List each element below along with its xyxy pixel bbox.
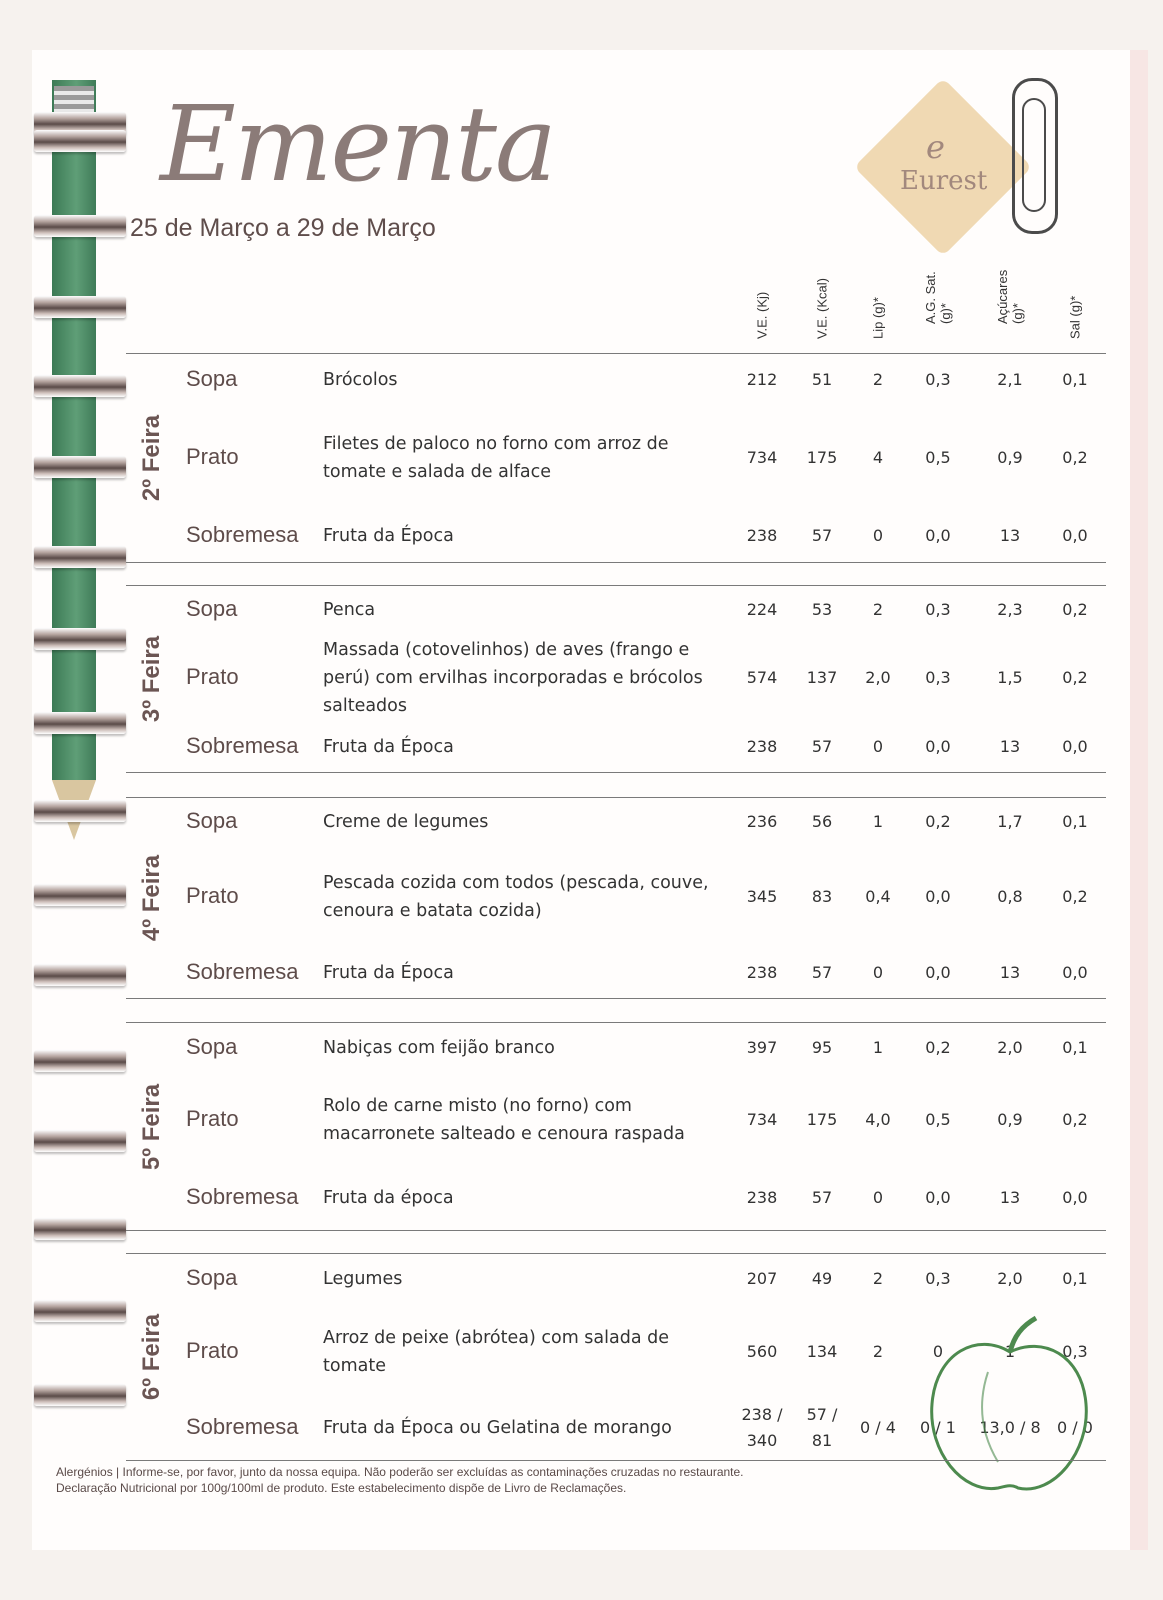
nutrition-value: 2 — [872, 600, 884, 619]
nutrition-value: 2 — [872, 1269, 884, 1288]
nutrition-value: 0 — [872, 737, 884, 756]
dish-name: Nabiças com feijão branco — [323, 1038, 555, 1058]
apple-icon — [918, 1312, 1098, 1502]
nutrition-value: 57 — [811, 737, 833, 756]
nutrition-value: 0,8 — [997, 887, 1023, 906]
nutrition-value: 0,0 — [925, 737, 951, 756]
binding-ring — [34, 1050, 126, 1072]
course-type: Sopa — [186, 366, 238, 391]
nutrition-value: 0,2 — [1062, 668, 1088, 687]
course-type: Prato — [186, 1106, 239, 1131]
nutrition-value: 2,3 — [997, 600, 1023, 619]
dish-name: Fruta da Época ou Gelatina de morango — [323, 1418, 672, 1438]
nutrition-value: 238 — [746, 737, 778, 756]
nutrition-value: 2,1 — [997, 370, 1023, 389]
nutrition-value: 0,3 — [1062, 1342, 1088, 1361]
course-type: Sobremesa — [186, 959, 299, 984]
nutrition-value: 49 — [811, 1269, 833, 1288]
nutrition-value: 560 — [746, 1342, 778, 1361]
nutrition-value: 224 — [746, 600, 778, 619]
binding-ring — [34, 1300, 126, 1322]
nutrition-value: 0,0 — [925, 963, 951, 982]
nutrition-value: 0 / 1 — [920, 1418, 956, 1437]
nutrition-value: 2 — [872, 1342, 884, 1361]
divider — [126, 585, 1106, 586]
divider — [126, 1253, 1106, 1254]
dish-name: Brócolos — [323, 370, 398, 390]
paperclip-inner — [1022, 98, 1046, 212]
column-header-label: V.E. (Kj) — [754, 291, 770, 339]
column-header-label: Açúcares (g)* — [995, 269, 1025, 324]
course-type: Sobremesa — [186, 1414, 299, 1439]
nutrition-value: 1,7 — [997, 812, 1023, 831]
nutrition-value: 0 / 4 — [860, 1418, 896, 1437]
course-type: Prato — [186, 883, 239, 908]
nutrition-value: 0,5 — [925, 448, 951, 467]
nutrition-value: 13 — [999, 526, 1021, 545]
nutrition-value: 13 — [999, 963, 1021, 982]
nutrition-value: 0,3 — [925, 1269, 951, 1288]
footer-notes — [56, 1464, 744, 1496]
nutrition-value: 2 — [872, 370, 884, 389]
nutrition-value: 56 — [811, 812, 833, 831]
course-type: Sobremesa — [186, 1184, 299, 1209]
divider — [126, 1460, 1106, 1461]
nutrition-value: 397 — [746, 1038, 778, 1057]
divider — [126, 1230, 1106, 1231]
nutrition-value: 1,5 — [997, 668, 1023, 687]
nutrition-value: 0,2 — [1062, 600, 1088, 619]
day-name: 6º Feira — [138, 1313, 165, 1401]
nutrition-value: 238 — [746, 1188, 778, 1207]
dish-name: Fruta da época — [323, 1188, 454, 1208]
page-title: Ementa — [160, 83, 555, 205]
nutrition-value: 51 — [811, 370, 833, 389]
nutrition-value: 13 — [999, 737, 1021, 756]
nutrition-value: 2,0 — [997, 1038, 1023, 1057]
course-type: Sopa — [186, 596, 238, 621]
nutrition-value: 134 — [806, 1342, 838, 1361]
binding-ring — [34, 712, 126, 734]
course-type: Sopa — [186, 1265, 238, 1290]
column-header-label: Lip (g)* — [870, 297, 886, 339]
binding-ring — [34, 884, 126, 906]
dish-name: Fruta da Época — [323, 737, 454, 757]
course-type: Prato — [186, 1338, 239, 1363]
nutrition-value: 2,0 — [997, 1269, 1023, 1288]
footer-nutrition: Declaração Nutricional por 100g/100ml de produto. Este estabelecimento dispõe de Livro de Reclamações. — [56, 1481, 627, 1495]
day-block — [126, 798, 1106, 998]
column-header-label: Sal (g)* — [1067, 295, 1083, 339]
nutrition-value: 0,5 — [925, 1110, 951, 1129]
nutrition-value: 13 — [999, 1188, 1021, 1207]
divider — [126, 562, 1106, 563]
nutrition-value: 53 — [811, 600, 833, 619]
nutrition-value: 0,0 — [1062, 1188, 1088, 1207]
nutrition-value: 238 / 340 — [741, 1405, 783, 1450]
nutrition-value: 0 — [932, 1342, 944, 1361]
binding-ring — [34, 628, 126, 650]
column-header — [898, 236, 978, 354]
nutrition-value: 4 — [872, 448, 884, 467]
course-type: Prato — [186, 664, 239, 689]
nutrition-value: 57 — [811, 963, 833, 982]
nutrition-value: 574 — [746, 668, 778, 687]
course-type: Sobremesa — [186, 522, 299, 547]
nutrition-value: 0,2 — [925, 812, 951, 831]
nutrition-value: 0,2 — [1062, 1110, 1088, 1129]
nutrition-value: 0,9 — [997, 448, 1023, 467]
column-header-label: A.G. Sat. (g)* — [923, 271, 953, 324]
divider — [126, 1022, 1106, 1023]
binding-ring — [34, 456, 126, 478]
nutrition-value: 0,0 — [1062, 963, 1088, 982]
nutrition-value: 175 — [806, 448, 838, 467]
binding-ring — [34, 964, 126, 986]
logo-mark: e — [926, 128, 945, 166]
nutrition-value: 57 — [811, 1188, 833, 1207]
nutrition-value: 0,0 — [1062, 526, 1088, 545]
nutrition-value: 0,1 — [1062, 1038, 1088, 1057]
column-header — [1035, 236, 1115, 354]
nutrition-value: 734 — [746, 448, 778, 467]
nutrition-value: 212 — [746, 370, 778, 389]
dish-name: Arroz de peixe (abrótea) com salada de tomate — [323, 1328, 670, 1376]
binding-ring — [34, 800, 126, 822]
nutrition-value: 95 — [811, 1038, 833, 1057]
nutrition-value: 0 — [872, 963, 884, 982]
nutrition-value: 137 — [806, 668, 838, 687]
day-name: 4º Feira — [138, 854, 165, 942]
nutrition-value: 345 — [746, 887, 778, 906]
nutrition-value: 175 — [806, 1110, 838, 1129]
dish-name: Fruta da Época — [323, 526, 454, 546]
nutrition-value: 0,1 — [1062, 812, 1088, 831]
day-label — [126, 1024, 178, 1230]
nutrition-value: 734 — [746, 1110, 778, 1129]
binding-ring — [34, 1130, 126, 1152]
binding-ring — [34, 375, 126, 397]
dish-name: Filetes de paloco no forno com arroz de tomate e salada de alface — [323, 434, 669, 482]
nutrition-value: 0,0 — [925, 526, 951, 545]
date-range: 25 de Março a 29 de Março — [130, 214, 436, 242]
nutrition-value: 207 — [746, 1269, 778, 1288]
nutrition-value: 83 — [811, 887, 833, 906]
footer-allergens: Alergénios | Informe-se, por favor, junto da nossa equipa. Não poderão ser excluídas as contaminações cruzadas no restaurante. — [56, 1465, 744, 1479]
day-name: 2º Feira — [138, 414, 165, 502]
course-type: Prato — [186, 444, 239, 469]
dish-name: Creme de legumes — [323, 812, 489, 832]
day-label — [126, 586, 178, 772]
divider — [126, 353, 1106, 354]
dish-name: Rolo de carne misto (no forno) com macarronete salteado e cenoura raspada — [323, 1096, 685, 1144]
nutrition-value: 1 — [1004, 1342, 1016, 1361]
nutrition-value: 0 / 0 — [1057, 1418, 1093, 1437]
course-type: Sobremesa — [186, 733, 299, 758]
dish-name: Pescada cozida com todos (pescada, couve, cenoura e batata cozida) — [323, 873, 709, 921]
nutrition-value: 0,2 — [1062, 448, 1088, 467]
nutrition-value: 0,0 — [925, 1188, 951, 1207]
nutrition-value: 57 — [811, 526, 833, 545]
day-label — [126, 798, 178, 998]
nutrition-value: 1 — [872, 812, 884, 831]
divider — [126, 797, 1106, 798]
nutrition-value: 0,4 — [865, 887, 891, 906]
nutrition-value: 0,1 — [1062, 1269, 1088, 1288]
binding-ring — [34, 1218, 126, 1240]
nutrition-value: 0,3 — [925, 600, 951, 619]
nutrition-value: 238 — [746, 963, 778, 982]
course-type: Sopa — [186, 808, 238, 833]
binding-ring — [34, 215, 126, 237]
dish-name: Massada (cotovelinhos) de aves (frango e perú) com ervilhas incorporadas e brócolos salteados — [323, 640, 703, 716]
column-header-label: V.E. (Kcal) — [814, 278, 830, 339]
day-label — [126, 354, 178, 562]
course-type: Sopa — [186, 1034, 238, 1059]
nutrition-value: 0,0 — [925, 887, 951, 906]
day-label — [126, 1254, 178, 1460]
day-name: 3º Feira — [138, 635, 165, 723]
nutrition-value: 57 / 81 — [806, 1405, 838, 1450]
day-block — [126, 354, 1106, 562]
nutrition-value: 0,9 — [997, 1110, 1023, 1129]
nutrition-value: 1 — [872, 1038, 884, 1057]
binding-ring — [34, 1384, 126, 1406]
dish-name: Fruta da Época — [323, 963, 454, 983]
nutrition-value: 0,2 — [925, 1038, 951, 1057]
divider — [126, 998, 1106, 999]
binding-ring — [34, 546, 126, 568]
nutrition-value: 0 — [872, 526, 884, 545]
binding-ring — [34, 130, 126, 152]
day-block — [126, 586, 1106, 772]
day-block — [126, 1024, 1106, 1230]
day-name: 5º Feira — [138, 1083, 165, 1171]
nutrition-value: 0,3 — [925, 668, 951, 687]
nutrition-value: 13,0 / 8 — [979, 1418, 1041, 1437]
nutrition-value: 236 — [746, 812, 778, 831]
divider — [126, 772, 1106, 773]
nutrition-value: 4,0 — [865, 1110, 891, 1129]
nutrition-value: 0,1 — [1062, 370, 1088, 389]
page-edge — [1130, 50, 1148, 1550]
dish-name: Penca — [323, 600, 376, 620]
binding-ring — [34, 296, 126, 318]
nutrition-value: 0 — [872, 1188, 884, 1207]
nutrition-value: 0,2 — [1062, 887, 1088, 906]
nutrition-value: 0,0 — [1062, 737, 1088, 756]
dish-name: Legumes — [323, 1269, 403, 1289]
nutrition-value: 238 — [746, 526, 778, 545]
logo-text: Eurest — [900, 166, 988, 196]
pencil-illustration — [52, 80, 96, 780]
nutrition-value: 2,0 — [865, 668, 891, 687]
nutrition-value: 0,3 — [925, 370, 951, 389]
